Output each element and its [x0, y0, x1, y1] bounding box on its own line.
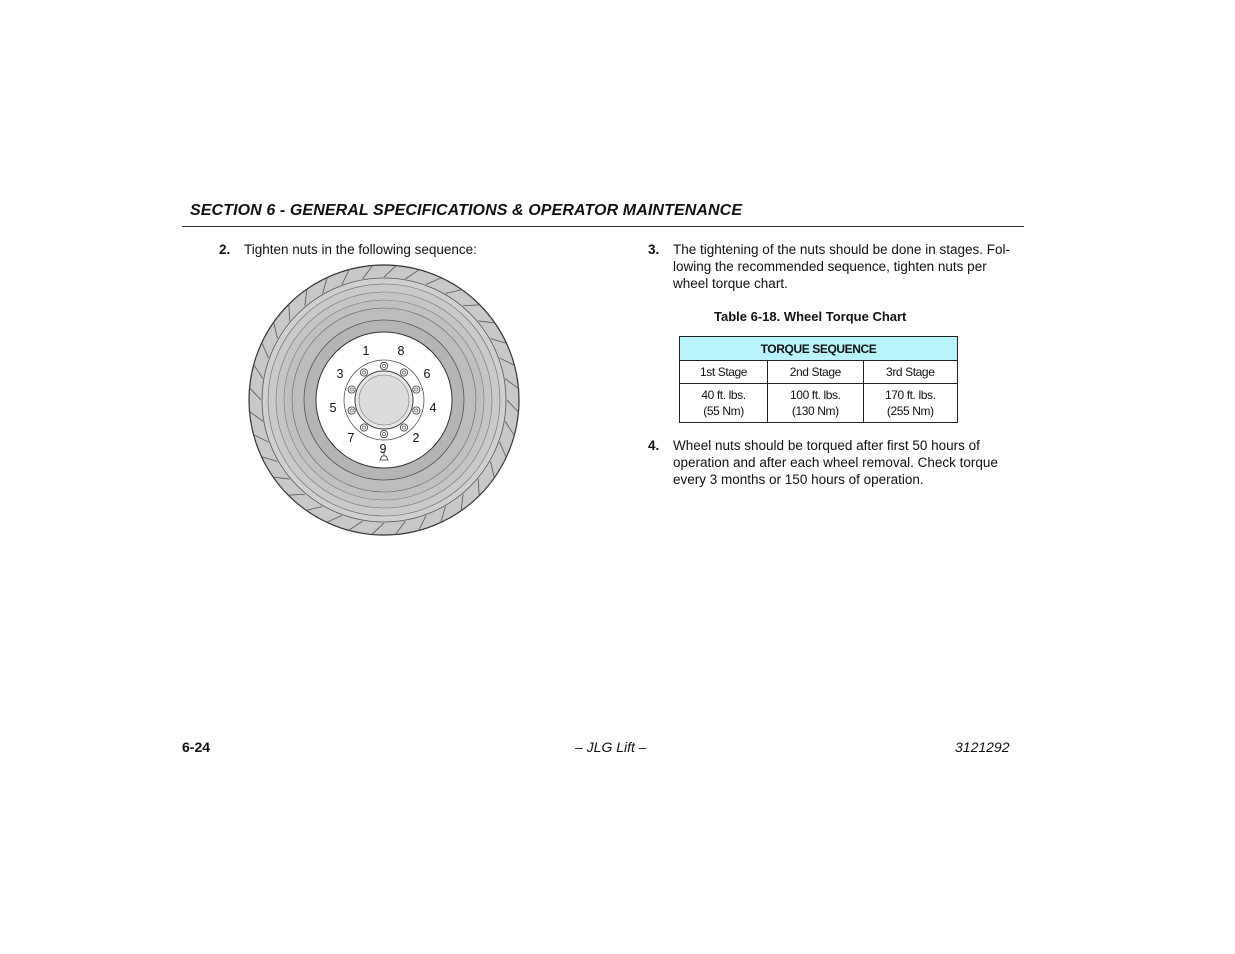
- seq-label-8: 8: [397, 344, 405, 358]
- seq-label-2: 2: [412, 431, 420, 445]
- seq-label-4: 4: [429, 401, 437, 415]
- step-text: The tightening of the nuts should be done in stages. Fol- lowing the recommended sequence, tighten nuts per wheel torque chart.: [673, 242, 1010, 291]
- stage-cell: 2nd Stage: [768, 361, 863, 384]
- step-3: [648, 241, 1028, 295]
- step-text: Wheel nuts should be torqued after first 50 hours of operation and after each wheel removal. Check torque every 3 months or 150 hours of operation.: [673, 438, 998, 487]
- step-number: 3.: [648, 242, 660, 257]
- wheel-torque-table: [679, 336, 958, 423]
- step-2: [219, 241, 539, 259]
- step-number: 2.: [219, 242, 231, 257]
- lug-nut-icon: [380, 362, 387, 369]
- seq-label-1: 1: [362, 344, 370, 358]
- lug-nut-icon: [413, 386, 420, 393]
- section-title: SECTION 6 - GENERAL SPECIFICATIONS & OPERATOR MAINTENANCE: [190, 202, 743, 219]
- footer-doc-number: 3121292: [955, 739, 1010, 755]
- seq-label-3: 3: [336, 367, 344, 381]
- footer-page-number: 6-24: [182, 739, 211, 755]
- table-row: [680, 361, 958, 384]
- header-rule: [182, 226, 1024, 227]
- stage-cell: 3rd Stage: [863, 361, 957, 384]
- torque-value-cell: 40 ft. lbs. (55 Nm): [680, 384, 768, 423]
- lug-nut-icon: [400, 369, 407, 376]
- torque-value-cell: 170 ft. lbs. (255 Nm): [863, 384, 957, 423]
- seq-label-7: 7: [347, 431, 355, 445]
- lug-nut-icon: [400, 424, 407, 431]
- footer-center-text: – JLG Lift –: [575, 739, 647, 755]
- torque-value-cell: 100 ft. lbs. (130 Nm): [768, 384, 863, 423]
- seq-label-9: 9: [379, 442, 387, 456]
- table-row: [680, 384, 958, 423]
- table-caption: Table 6-18. Wheel Torque Chart: [714, 309, 907, 324]
- lug-nut-icon: [360, 424, 367, 431]
- table-header: TORQUE SEQUENCE: [680, 337, 958, 361]
- table-header-row: [680, 337, 958, 361]
- seq-label-6: 6: [423, 367, 431, 381]
- lug-nut-icon: [348, 407, 355, 414]
- step-number: 4.: [648, 438, 660, 453]
- lug-nut-icon: [380, 430, 387, 437]
- seq-label-5: 5: [329, 401, 337, 415]
- lug-nut-icon: [413, 407, 420, 414]
- lug-nut-icon: [348, 386, 355, 393]
- step-4: [648, 437, 1028, 491]
- wheel-nut-sequence-diagram: [246, 262, 522, 538]
- lug-nut-icon: [360, 369, 367, 376]
- step-text: Tighten nuts in the following sequence:: [244, 242, 477, 257]
- stage-cell: 1st Stage: [680, 361, 768, 384]
